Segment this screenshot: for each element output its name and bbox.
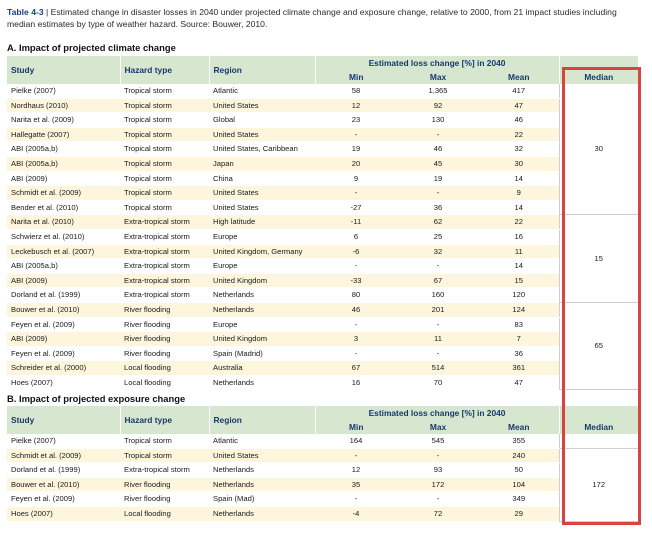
cell-min: 19 [315, 142, 397, 157]
table-row [7, 229, 638, 244]
caption-text: | Estimated change in disaster losses in 2040 under projected climate change and exposure change, relative to 2000, from 21 impact studies including median estimates by type of weather hazard. Source: Bouwer, 2010. [7, 7, 617, 29]
cell-study: Hoes (2007) [7, 506, 120, 521]
cell-study: ABI (2005a,b) [7, 142, 120, 157]
cell-max: 46 [397, 142, 479, 157]
cell-min: 164 [315, 434, 397, 448]
cell-max: 45 [397, 156, 479, 171]
cell-region: Global [209, 113, 315, 128]
cell-region: Australia [209, 361, 315, 376]
cell-min: - [315, 346, 397, 361]
cell-min: 58 [315, 84, 397, 98]
table-row [7, 346, 638, 361]
cell-max: 72 [397, 506, 479, 521]
cell-mean: 417 [479, 84, 559, 98]
cell-max: 25 [397, 229, 479, 244]
cell-study: Feyen et al. (2009) [7, 317, 120, 332]
cell-mean: 47 [479, 98, 559, 113]
table-row [7, 448, 638, 463]
cell-hazard: River flooding [120, 317, 209, 332]
cell-hazard: Tropical storm [120, 127, 209, 142]
cell-mean: 355 [479, 434, 559, 448]
cell-min: 20 [315, 156, 397, 171]
cell-hazard: River flooding [120, 492, 209, 507]
cell-hazard: River flooding [120, 332, 209, 347]
cell-region: United Kingdom [209, 273, 315, 288]
cell-min: 12 [315, 98, 397, 113]
table-row [7, 259, 638, 274]
cell-study: Bouwer et al. (2010) [7, 477, 120, 492]
cell-mean: 120 [479, 288, 559, 303]
cell-max: - [397, 492, 479, 507]
cell-min: 23 [315, 113, 397, 128]
table-row [7, 142, 638, 157]
cell-region: United States [209, 200, 315, 215]
cell-hazard: Extra-tropical storm [120, 215, 209, 230]
cell-region: Europe [209, 259, 315, 274]
cell-max: - [397, 186, 479, 201]
cell-mean: 15 [479, 273, 559, 288]
table-row [7, 171, 638, 186]
cell-region: United Kingdom [209, 332, 315, 347]
cell-mean: 16 [479, 229, 559, 244]
cell-study: ABI (2005a,b) [7, 156, 120, 171]
cell-study: Bouwer et al. (2010) [7, 302, 120, 317]
table-row [7, 200, 638, 215]
cell-max: 62 [397, 215, 479, 230]
col-header-hazard: Hazard type [120, 406, 209, 434]
cell-study: Schmidt et al. (2009) [7, 448, 120, 463]
cell-min: 9 [315, 171, 397, 186]
cell-hazard: Tropical storm [120, 448, 209, 463]
cell-study: Schreider et al. (2000) [7, 361, 120, 376]
cell-study: Nordhaus (2010) [7, 98, 120, 113]
cell-min: 6 [315, 229, 397, 244]
cell-max: 19 [397, 171, 479, 186]
col-header-median-spacer [559, 56, 638, 70]
cell-mean: 14 [479, 171, 559, 186]
table-caption [7, 6, 645, 30]
section-a-title: A. Impact of projected climate change [7, 42, 176, 53]
cell-study: ABI (2009) [7, 273, 120, 288]
cell-region: United States [209, 98, 315, 113]
table-row [7, 113, 638, 128]
col-header-region: Region [209, 56, 315, 84]
cell-region: United States [209, 186, 315, 201]
cell-region: High latitude [209, 215, 315, 230]
col-header-min: Min [315, 70, 397, 84]
cell-min: 35 [315, 477, 397, 492]
col-header-max: Max [397, 70, 479, 84]
cell-median: 172 [559, 448, 638, 521]
cell-region: Netherlands [209, 506, 315, 521]
col-header-group: Estimated loss change [%] in 2040 [315, 406, 559, 420]
cell-region: Atlantic [209, 84, 315, 98]
cell-min: -11 [315, 215, 397, 230]
cell-max: 11 [397, 332, 479, 347]
cell-study: Leckebusch et al. (2007) [7, 244, 120, 259]
col-header-max: Max [397, 420, 479, 434]
col-header-mean: Mean [479, 420, 559, 434]
col-header-study: Study [7, 56, 120, 84]
cell-max: 1,365 [397, 84, 479, 98]
cell-mean: 30 [479, 156, 559, 171]
section-b-title: B. Impact of projected exposure change [7, 393, 186, 404]
cell-min: 46 [315, 302, 397, 317]
table-row [7, 84, 638, 98]
table-row [7, 332, 638, 347]
col-header-mean: Mean [479, 70, 559, 84]
cell-max: 130 [397, 113, 479, 128]
cell-hazard: Local flooding [120, 361, 209, 376]
table-row [7, 492, 638, 507]
cell-region: Japan [209, 156, 315, 171]
cell-mean: 83 [479, 317, 559, 332]
cell-mean: 240 [479, 448, 559, 463]
cell-min: - [315, 492, 397, 507]
cell-hazard: Extra-tropical storm [120, 244, 209, 259]
climate-change-table [7, 56, 638, 390]
table-row [7, 463, 638, 478]
cell-hazard: Tropical storm [120, 142, 209, 157]
cell-max: 36 [397, 200, 479, 215]
cell-max: 514 [397, 361, 479, 376]
cell-min: 16 [315, 375, 397, 390]
cell-hazard: Local flooding [120, 375, 209, 390]
table-row [7, 127, 638, 142]
col-header-median: Median [559, 70, 638, 84]
cell-mean: 29 [479, 506, 559, 521]
cell-min: -27 [315, 200, 397, 215]
cell-mean: 14 [479, 200, 559, 215]
cell-mean: 104 [479, 477, 559, 492]
cell-max: 67 [397, 273, 479, 288]
cell-max: 32 [397, 244, 479, 259]
table-row [7, 361, 638, 376]
cell-mean: 361 [479, 361, 559, 376]
cell-hazard: Extra-tropical storm [120, 463, 209, 478]
cell-min: 12 [315, 463, 397, 478]
cell-hazard: River flooding [120, 346, 209, 361]
cell-max: 93 [397, 463, 479, 478]
cell-mean: 14 [479, 259, 559, 274]
cell-region: Spain (Madrid) [209, 346, 315, 361]
cell-min: - [315, 127, 397, 142]
table-row [7, 375, 638, 390]
cell-study: Narita et al. (2009) [7, 113, 120, 128]
table-row [7, 186, 638, 201]
cell-region: Spain (Mad) [209, 492, 315, 507]
cell-mean: 349 [479, 492, 559, 507]
cell-study: Pielke (2007) [7, 84, 120, 98]
cell-hazard: Tropical storm [120, 156, 209, 171]
cell-study: Schwierz et al. (2010) [7, 229, 120, 244]
cell-median: 30 [559, 84, 638, 215]
cell-max: - [397, 259, 479, 274]
cell-region: Europe [209, 317, 315, 332]
cell-study: Pielke (2007) [7, 434, 120, 448]
cell-region: Atlantic [209, 434, 315, 448]
cell-hazard: Local flooding [120, 506, 209, 521]
table-row [7, 244, 638, 259]
cell-hazard: River flooding [120, 477, 209, 492]
cell-max: 201 [397, 302, 479, 317]
cell-region: Netherlands [209, 463, 315, 478]
cell-median: 15 [559, 215, 638, 303]
cell-study: Narita et al. (2010) [7, 215, 120, 230]
cell-mean: 9 [479, 186, 559, 201]
cell-study: ABI (2005a,b) [7, 259, 120, 274]
table-row [7, 477, 638, 492]
cell-mean: 22 [479, 127, 559, 142]
cell-max: - [397, 346, 479, 361]
cell-max: 70 [397, 375, 479, 390]
table-row [7, 434, 638, 448]
cell-mean: 32 [479, 142, 559, 157]
table-row [7, 288, 638, 303]
cell-hazard: Tropical storm [120, 434, 209, 448]
cell-region: Netherlands [209, 302, 315, 317]
cell-mean: 7 [479, 332, 559, 347]
cell-median [559, 434, 638, 448]
col-header-study: Study [7, 406, 120, 434]
cell-max: 92 [397, 98, 479, 113]
cell-study: Feyen et al. (2009) [7, 492, 120, 507]
cell-max: 545 [397, 434, 479, 448]
table-row [7, 156, 638, 171]
cell-hazard: Extra-tropical storm [120, 288, 209, 303]
cell-hazard: Tropical storm [120, 186, 209, 201]
cell-min: - [315, 448, 397, 463]
cell-median: 65 [559, 302, 638, 390]
cell-region: China [209, 171, 315, 186]
cell-min: - [315, 259, 397, 274]
table-row [7, 215, 638, 230]
cell-min: 3 [315, 332, 397, 347]
cell-region: United States [209, 127, 315, 142]
table-row [7, 506, 638, 521]
cell-region: Europe [209, 229, 315, 244]
col-header-median: Median [559, 420, 638, 434]
exposure-change-table [7, 406, 638, 522]
cell-min: - [315, 186, 397, 201]
cell-mean: 124 [479, 302, 559, 317]
table-row [7, 98, 638, 113]
cell-region: United States [209, 448, 315, 463]
cell-hazard: Tropical storm [120, 113, 209, 128]
cell-study: Schmidt et al. (2009) [7, 186, 120, 201]
cell-mean: 36 [479, 346, 559, 361]
cell-min: 67 [315, 361, 397, 376]
cell-study: ABI (2009) [7, 332, 120, 347]
cell-mean: 11 [479, 244, 559, 259]
table-row [7, 302, 638, 317]
cell-hazard: Tropical storm [120, 200, 209, 215]
table-row [7, 273, 638, 288]
cell-study: Hoes (2007) [7, 375, 120, 390]
cell-hazard: Extra-tropical storm [120, 273, 209, 288]
cell-mean: 50 [479, 463, 559, 478]
cell-mean: 22 [479, 215, 559, 230]
col-header-hazard: Hazard type [120, 56, 209, 84]
cell-min: - [315, 317, 397, 332]
cell-hazard: Tropical storm [120, 171, 209, 186]
cell-study: Feyen et al. (2009) [7, 346, 120, 361]
cell-hazard: River flooding [120, 302, 209, 317]
cell-region: Netherlands [209, 375, 315, 390]
cell-mean: 47 [479, 375, 559, 390]
cell-region: Netherlands [209, 477, 315, 492]
cell-hazard: Extra-tropical storm [120, 229, 209, 244]
cell-hazard: Tropical storm [120, 84, 209, 98]
cell-min: -4 [315, 506, 397, 521]
cell-study: ABI (2009) [7, 171, 120, 186]
cell-hazard: Tropical storm [120, 98, 209, 113]
cell-max: - [397, 448, 479, 463]
cell-hazard: Extra-tropical storm [120, 259, 209, 274]
cell-study: Dorland et al. (1999) [7, 463, 120, 478]
cell-study: Hallegatte (2007) [7, 127, 120, 142]
cell-region: Netherlands [209, 288, 315, 303]
cell-min: -33 [315, 273, 397, 288]
col-header-min: Min [315, 420, 397, 434]
cell-max: - [397, 127, 479, 142]
col-header-median-spacer [559, 406, 638, 420]
caption-label: Table 4-3 [7, 7, 44, 17]
table-row [7, 317, 638, 332]
cell-mean: 46 [479, 113, 559, 128]
cell-region: United Kingdom, Germany [209, 244, 315, 259]
cell-max: - [397, 317, 479, 332]
cell-min: -6 [315, 244, 397, 259]
cell-study: Bender et al. (2010) [7, 200, 120, 215]
cell-max: 160 [397, 288, 479, 303]
cell-max: 172 [397, 477, 479, 492]
cell-min: 80 [315, 288, 397, 303]
cell-region: United States, Caribbean [209, 142, 315, 157]
col-header-region: Region [209, 406, 315, 434]
col-header-group: Estimated loss change [%] in 2040 [315, 56, 559, 70]
cell-study: Dorland et al. (1999) [7, 288, 120, 303]
